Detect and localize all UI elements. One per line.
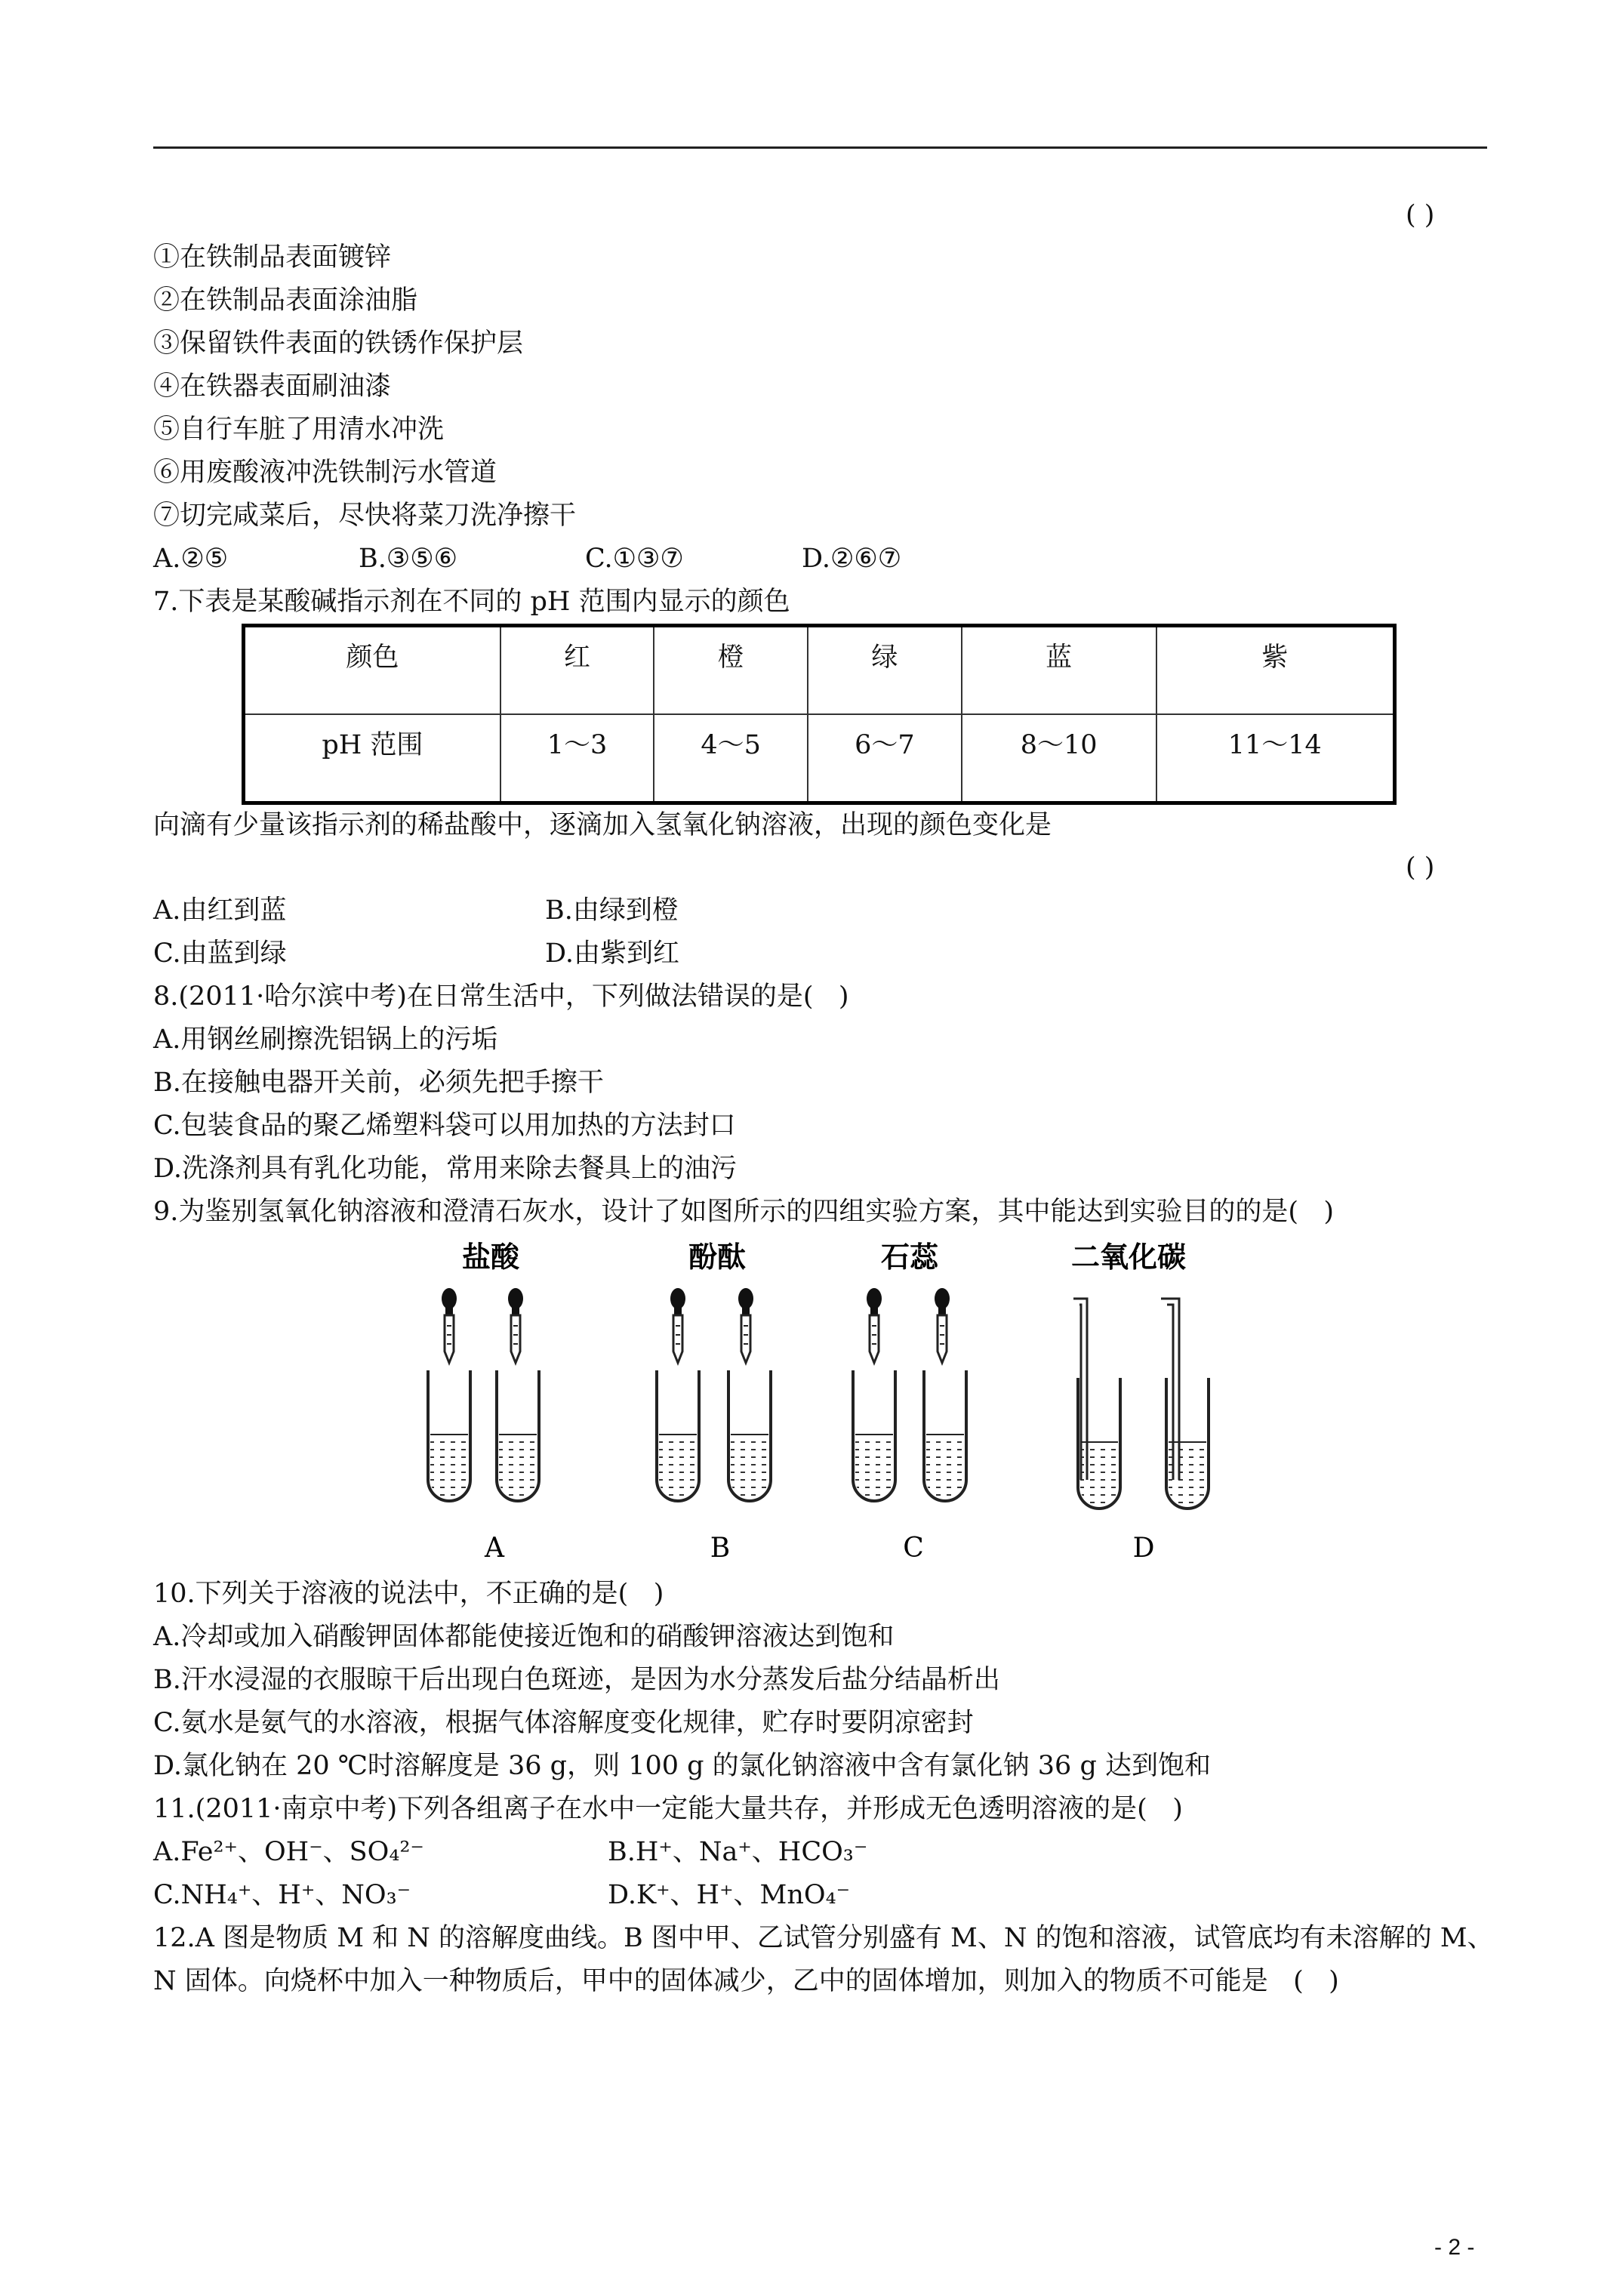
q11-stem: 11.(2011·南京中考)下列各组离子在水中一定能大量共存，并形成无色透明溶液的是( ) xyxy=(153,1794,1183,1824)
figure-label: D xyxy=(1132,1533,1155,1563)
table-row xyxy=(244,626,1395,715)
reagent-label: 二氧化碳 xyxy=(1070,1240,1187,1274)
q6-item-1: ①在铁制品表面镀锌 xyxy=(153,242,392,273)
table-cell: 1～3 xyxy=(500,714,654,803)
test-tube-icon xyxy=(497,1370,539,1501)
q6-item-7: ⑦切完咸菜后，尽快将菜刀洗净擦干 xyxy=(153,501,577,531)
page-number: - 2 - xyxy=(1434,2235,1475,2260)
q7-option-a: A.由红到蓝 xyxy=(153,895,287,926)
header-rule xyxy=(153,146,1487,149)
q10-option-d: D.氯化钠在 20 ℃时溶解度是 36 g，则 100 g 的氯化钠溶液中含有氯化钠 36 g 达到饱和 xyxy=(153,1751,1211,1781)
answer-paren: ( ) xyxy=(1406,852,1435,883)
dropper-icon xyxy=(442,1288,457,1363)
figure-label: B xyxy=(710,1533,731,1563)
q8-option-a: A.用钢丝刷擦洗铝锅上的污垢 xyxy=(153,1025,498,1055)
reagent-label: 石蕊 xyxy=(880,1240,939,1274)
ph-color-table xyxy=(242,624,1397,805)
table-cell: 11～14 xyxy=(1156,714,1395,803)
table-cell: 绿 xyxy=(808,626,962,715)
q9-stem: 9.为鉴别氢氧化钠溶液和澄清石灰水，设计了如图所示的四组实验方案，其中能达到实验目的的是( ) xyxy=(153,1197,1335,1227)
q8-option-b: B.在接触电器开关前，必须先把手擦干 xyxy=(153,1068,604,1098)
q6-item-3: ③保留铁件表面的铁锈作保护层 xyxy=(153,328,524,359)
q7-stem: 7.下表是某酸碱指示剂在不同的 pH 范围内显示的颜色 xyxy=(153,587,790,617)
q6-item-2: ②在铁制品表面涂油脂 xyxy=(153,285,418,316)
reagent-label: 酚酞 xyxy=(688,1240,747,1274)
q10-option-c: C.氨水是氨气的水溶液，根据气体溶解度变化规律，贮存时要阴凉密封 xyxy=(153,1708,974,1738)
test-tube-icon xyxy=(657,1370,699,1501)
q7-question: 向滴有少量该指示剂的稀盐酸中，逐滴加入氢氧化钠溶液，出现的颜色变化是 xyxy=(153,810,1052,840)
figure-label: C xyxy=(903,1533,924,1563)
table-cell: 紫 xyxy=(1156,626,1395,715)
table-cell: pH 范围 xyxy=(244,714,500,803)
table-row xyxy=(244,714,1395,803)
test-tube-icon xyxy=(924,1370,966,1501)
q6-item-5: ⑤自行车脏了用清水冲洗 xyxy=(153,415,445,445)
q11-option-d: D.K⁺、H⁺、MnO₄⁻ xyxy=(608,1880,851,1910)
reagent-label: 盐酸 xyxy=(461,1240,520,1274)
table-cell: 红 xyxy=(500,626,654,715)
test-tube-figure xyxy=(408,1238,1238,1563)
dropper-icon xyxy=(738,1288,753,1363)
table-cell: 橙 xyxy=(654,626,808,715)
q7-option-c: C.由蓝到绿 xyxy=(153,938,287,969)
q8-option-d: D.洗涤剂具有乳化功能，常用来除去餐具上的油污 xyxy=(153,1154,737,1184)
test-tube-icon xyxy=(428,1370,470,1501)
q8-option-c: C.包装食品的聚乙烯塑料袋可以用加热的方法封口 xyxy=(153,1111,736,1141)
q11-option-c: C.NH₄⁺、H⁺、NO₃⁻ xyxy=(153,1880,411,1910)
q6-item-6: ⑥用废酸液冲洗铁制污水管道 xyxy=(153,458,497,488)
table-cell: 6～7 xyxy=(808,714,962,803)
figure-label: A xyxy=(485,1533,504,1563)
dropper-icon xyxy=(867,1288,882,1363)
q6-option-c: C.①③⑦ xyxy=(585,544,684,574)
table-cell: 颜色 xyxy=(244,626,500,715)
answer-paren: ( ) xyxy=(1406,200,1435,230)
test-tube-icon xyxy=(1078,1378,1120,1509)
q10-option-a: A.冷却或加入硝酸钾固体都能使接近饱和的硝酸钾溶液达到饱和 xyxy=(153,1622,895,1652)
q6-option-b: B.③⑤⑥ xyxy=(359,544,457,574)
q10-option-b: B.汗水浸湿的衣服晾干后出现白色斑迹，是因为水分蒸发后盐分结晶析出 xyxy=(153,1665,1000,1695)
test-tube-icon xyxy=(728,1370,771,1501)
q7-option-b: B.由绿到橙 xyxy=(545,895,679,926)
table-cell: 8～10 xyxy=(962,714,1156,803)
table-cell: 4～5 xyxy=(654,714,808,803)
q11-option-b: B.H⁺、Na⁺、HCO₃⁻ xyxy=(608,1837,868,1867)
q11-option-a: A.Fe²⁺、OH⁻、SO₄²⁻ xyxy=(153,1837,424,1867)
q6-option-d: D.②⑥⑦ xyxy=(802,544,902,574)
dropper-icon xyxy=(935,1288,950,1363)
q12-line-2: N 固体。向烧杯中加入一种物质后，甲中的固体减少，乙中的固体增加，则加入的物质不可能是 ( ) xyxy=(153,1966,1339,1996)
q10-stem: 10.下列关于溶液的说法中，不正确的是( ) xyxy=(153,1579,664,1609)
dropper-icon xyxy=(508,1288,523,1363)
table-cell: 蓝 xyxy=(962,626,1156,715)
dropper-icon xyxy=(670,1288,685,1363)
q6-item-4: ④在铁器表面刷油漆 xyxy=(153,371,392,402)
test-tube-icon xyxy=(853,1370,895,1501)
q8-stem: 8.(2011·哈尔滨中考)在日常生活中，下列做法错误的是( ) xyxy=(153,982,849,1012)
q7-option-d: D.由紫到红 xyxy=(545,938,679,969)
q12-line-1: 12.A 图是物质 M 和 N 的溶解度曲线。B 图中甲、乙试管分别盛有 M、N 的饱和溶液，试管底均有未溶解的 M、 xyxy=(153,1923,1494,1953)
q6-option-a: A.②⑤ xyxy=(153,544,229,574)
